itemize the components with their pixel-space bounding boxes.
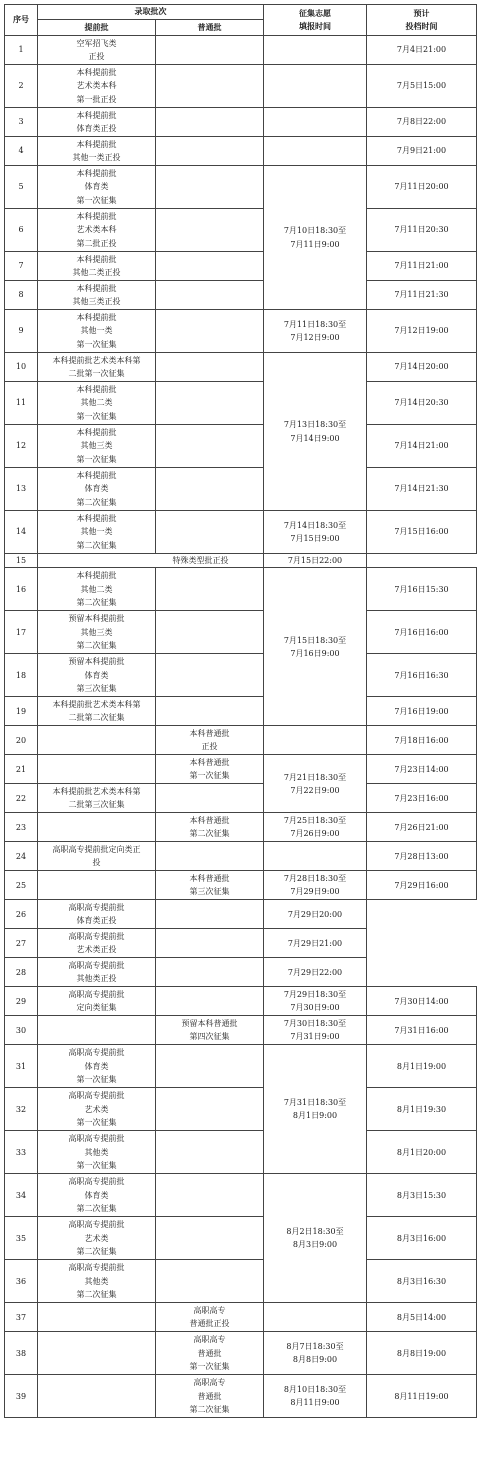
header-batch: 录取批次 [38,5,264,20]
row-early-batch: 高职高专提前批 体育类 第一次征集 [38,1045,156,1088]
row-seq: 20 [5,726,38,755]
row-est-time: 7月28日13:00 [367,842,477,871]
row-normal-batch [156,654,264,697]
row-normal-batch [156,137,264,166]
row-fill-window: 7月31日18:30至 8月1日9:00 [264,1045,367,1174]
row-seq: 1 [5,36,38,65]
row-early-batch [38,1375,156,1418]
row-fill-window: 7月10日18:30至 7月11日9:00 [264,166,367,310]
row-fill-window: 8月10日18:30至 8月11日9:00 [264,1375,367,1418]
row-est-time: 7月11日20:30 [367,209,477,252]
row-early-batch: 高职高专提前批 其他类正投 [38,958,156,987]
row-early-batch [38,1332,156,1375]
row-est-time: 7月29日22:00 [264,958,367,987]
row-normal-batch [156,958,264,987]
row-early-batch: 本科提前批 其他二类 第一次征集 [38,382,156,425]
row-est-time: 8月11日19:00 [367,1375,477,1418]
row-est-time: 7月11日21:00 [367,252,477,281]
row-early-batch: 本科提前批艺术类本科第 二批第三次征集 [38,784,156,813]
row-est-time: 7月14日20:30 [367,382,477,425]
table-row [5,252,477,281]
row-seq: 19 [5,697,38,726]
row-normal-batch [156,353,264,382]
row-est-time: 8月3日15:30 [367,1174,477,1217]
table-row [5,1088,477,1131]
header-fill-time: 征集志愿 填报时间 [264,5,367,36]
row-normal-batch: 高职高专 普通批 第一次征集 [156,1332,264,1375]
row-early-batch: 预留本科提前批 体育类 第三次征集 [38,654,156,697]
row-est-time: 7月16日19:00 [367,697,477,726]
table-row [5,1303,477,1332]
row-normal-batch [156,929,264,958]
row-est-time: 7月14日21:30 [367,468,477,511]
row-early-batch: 本科提前批 其他一类正投 [38,137,156,166]
row-seq: 23 [5,813,38,842]
row-est-time: 8月3日16:30 [367,1260,477,1303]
row-fill-window: 7月11日18:30至 7月12日9:00 [264,310,367,353]
row-fill-empty [264,65,367,108]
row-normal-batch [156,65,264,108]
row-early-batch: 高职高专提前批 体育类 第二次征集 [38,1174,156,1217]
row-est-time: 7月23日16:00 [367,784,477,813]
table-row [5,958,477,987]
row-early-batch: 高职高专提前批 体育类正投 [38,900,156,929]
row-fill-window: 8月7日18:30至 8月8日9:00 [264,1332,367,1375]
row-early-batch: 高职高专提前批 艺术类 第二次征集 [38,1217,156,1260]
row-early-batch [38,813,156,842]
row-seq: 25 [5,871,38,900]
table-row [5,511,477,554]
row-est-time: 7月29日20:00 [264,900,367,929]
row-seq: 9 [5,310,38,353]
row-early-batch: 本科提前批 其他三类 第一次征集 [38,425,156,468]
row-seq: 31 [5,1045,38,1088]
row-normal-batch [156,1088,264,1131]
row-seq: 18 [5,654,38,697]
table-row [5,568,477,611]
table-row [5,468,477,511]
row-early-batch: 空军招飞类 正投 [38,36,156,65]
table-row [5,281,477,310]
row-seq: 14 [5,511,38,554]
row-normal-batch [156,1174,264,1217]
row-seq: 29 [5,987,38,1016]
row-seq: 37 [5,1303,38,1332]
row-est-time: 8月3日16:00 [367,1217,477,1260]
row-normal-batch [156,1045,264,1088]
row-fill-window: 7月30日18:30至 7月31日9:00 [264,1016,367,1045]
row-early-batch: 本科提前批 其他二类 第二次征集 [38,568,156,611]
row-early-batch: 本科提前批 体育类 第一次征集 [38,166,156,209]
row-est-time: 7月31日16:00 [367,1016,477,1045]
row-normal-batch [156,252,264,281]
row-seq: 4 [5,137,38,166]
row-fill-window: 7月15日18:30至 7月16日9:00 [264,568,367,726]
row-fill-empty [264,137,367,166]
row-seq: 6 [5,209,38,252]
row-est-time: 7月12日19:00 [367,310,477,353]
row-normal-batch [156,425,264,468]
row-seq: 17 [5,611,38,654]
row-seq: 26 [5,900,38,929]
row-est-time: 7月14日21:00 [367,425,477,468]
row-normal-batch [156,281,264,310]
row-est-time: 7月16日16:30 [367,654,477,697]
table-row [5,929,477,958]
row-normal-batch [156,382,264,425]
row-seq: 10 [5,353,38,382]
table-row [5,108,477,137]
table-row [5,900,477,929]
row-early-batch: 本科提前批 其他三类正投 [38,281,156,310]
row-normal-batch: 本科普通批 第一次征集 [156,755,264,784]
row-normal-batch [156,36,264,65]
row-seq: 34 [5,1174,38,1217]
header-est-time: 预计 投档时间 [367,5,477,36]
row-normal-batch: 高职高专 普通批 第二次征集 [156,1375,264,1418]
row-early-batch: 高职高专提前批定向类正 投 [38,842,156,871]
row-seq: 15 [5,554,38,568]
row-early-batch: 本科提前批艺术类本科第 二批第二次征集 [38,697,156,726]
row-seq: 36 [5,1260,38,1303]
table-row [5,1375,477,1418]
row-normal-batch [156,784,264,813]
row-seq: 30 [5,1016,38,1045]
row-fill-empty [264,36,367,65]
table-row [5,1016,477,1045]
table-row [5,654,477,697]
row-est-time: 7月5日15:00 [367,65,477,108]
row-fill-window: 8月2日18:30至 8月3日9:00 [264,1174,367,1303]
row-est-time: 7月29日21:00 [264,929,367,958]
row-normal-batch [156,108,264,137]
row-normal-batch: 本科普通批 第二次征集 [156,813,264,842]
admission-schedule-table [4,4,477,1418]
row-est-time: 7月11日20:00 [367,166,477,209]
row-batch: 特殊类型批正投 [38,554,264,568]
row-normal-batch: 高职高专 普通批正投 [156,1303,264,1332]
row-normal-batch: 本科普通批 正投 [156,726,264,755]
row-normal-batch [156,697,264,726]
table-row [5,1217,477,1260]
row-est-time: 7月15日22:00 [264,554,367,568]
table-row [5,726,477,755]
row-est-time: 7月18日16:00 [367,726,477,755]
row-early-batch: 本科提前批 体育类正投 [38,108,156,137]
row-seq: 3 [5,108,38,137]
row-fill-window: 7月29日18:30至 7月30日9:00 [264,987,367,1016]
row-early-batch [38,726,156,755]
row-est-time: 8月1日20:00 [367,1131,477,1174]
row-seq: 38 [5,1332,38,1375]
row-est-time: 7月11日21:30 [367,281,477,310]
row-fill-empty [264,1303,367,1332]
table-row [5,137,477,166]
row-seq: 32 [5,1088,38,1131]
row-early-batch: 本科提前批艺术类本科第 二批第一次征集 [38,353,156,382]
row-fill-empty [264,108,367,137]
table-row [5,554,477,568]
row-seq: 27 [5,929,38,958]
row-est-time: 7月16日16:00 [367,611,477,654]
row-normal-batch: 预留本科普通批 第四次征集 [156,1016,264,1045]
header-seq: 序号 [5,5,38,36]
row-fill-window: 7月13日18:30至 7月14日9:00 [264,353,367,511]
row-early-batch: 高职高专提前批 艺术类 第一次征集 [38,1088,156,1131]
row-est-time: 7月14日20:00 [367,353,477,382]
row-seq: 2 [5,65,38,108]
row-seq: 5 [5,166,38,209]
row-early-batch: 高职高专提前批 其他类 第二次征集 [38,1260,156,1303]
table-row [5,784,477,813]
row-normal-batch: 本科普通批 第三次征集 [156,871,264,900]
row-normal-batch [156,468,264,511]
row-early-batch: 预留本科提前批 其他三类 第二次征集 [38,611,156,654]
row-early-batch: 本科提前批 艺术类本科 第一批正投 [38,65,156,108]
row-est-time: 8月1日19:00 [367,1045,477,1088]
row-normal-batch [156,611,264,654]
table-row [5,353,477,382]
row-est-time: 7月9日21:00 [367,137,477,166]
row-normal-batch [156,1217,264,1260]
row-normal-batch [156,511,264,554]
row-normal-batch [156,166,264,209]
header-normal: 普通批 [156,20,264,36]
row-early-batch: 高职高专提前批 定向类征集 [38,987,156,1016]
table-row [5,1260,477,1303]
row-seq: 22 [5,784,38,813]
row-normal-batch [156,1260,264,1303]
row-seq: 8 [5,281,38,310]
row-seq: 24 [5,842,38,871]
row-early-batch: 高职高专提前批 艺术类正投 [38,929,156,958]
row-seq: 39 [5,1375,38,1418]
row-early-batch: 本科提前批 体育类 第二次征集 [38,468,156,511]
row-seq: 33 [5,1131,38,1174]
row-early-batch [38,871,156,900]
row-early-batch: 本科提前批 艺术类本科 第二批正投 [38,209,156,252]
table-row [5,166,477,209]
row-est-time: 7月23日14:00 [367,755,477,784]
row-early-batch [38,1303,156,1332]
table-row [5,755,477,784]
table-row [5,65,477,108]
row-seq: 16 [5,568,38,611]
table-row [5,813,477,842]
row-early-batch [38,1016,156,1045]
table-row [5,697,477,726]
table-row [5,382,477,425]
row-seq: 11 [5,382,38,425]
row-est-time: 7月4日21:00 [367,36,477,65]
row-normal-batch [156,842,264,871]
table-row [5,871,477,900]
row-fill-empty [264,726,367,755]
table-row [5,987,477,1016]
row-early-batch [38,755,156,784]
row-fill-window: 7月21日18:30至 7月22日9:00 [264,755,367,813]
table-row [5,310,477,353]
header-early: 提前批 [38,20,156,36]
row-est-time: 8月8日19:00 [367,1332,477,1375]
row-early-batch: 本科提前批 其他二类正投 [38,252,156,281]
row-est-time: 7月16日15:30 [367,568,477,611]
row-est-time: 7月8日22:00 [367,108,477,137]
row-seq: 13 [5,468,38,511]
row-est-time: 8月1日19:30 [367,1088,477,1131]
row-fill-empty [264,842,367,871]
table-row [5,842,477,871]
row-normal-batch [156,1131,264,1174]
row-est-time: 7月26日21:00 [367,813,477,842]
table-row [5,611,477,654]
table-row [5,1174,477,1217]
row-seq: 21 [5,755,38,784]
row-est-time: 7月30日14:00 [367,987,477,1016]
row-fill-window: 7月14日18:30至 7月15日9:00 [264,511,367,554]
row-seq: 35 [5,1217,38,1260]
table-row [5,1131,477,1174]
row-normal-batch [156,568,264,611]
table-row [5,1045,477,1088]
row-est-time: 8月5日14:00 [367,1303,477,1332]
row-seq: 28 [5,958,38,987]
table-row [5,209,477,252]
row-fill-window: 7月28日18:30至 7月29日9:00 [264,871,367,900]
table-row [5,1332,477,1375]
row-early-batch: 本科提前批 其他一类 第二次征集 [38,511,156,554]
table-row [5,425,477,468]
row-seq: 7 [5,252,38,281]
row-normal-batch [156,987,264,1016]
row-seq: 12 [5,425,38,468]
table-row [5,36,477,65]
row-normal-batch [156,900,264,929]
row-est-time: 7月29日16:00 [367,871,477,900]
row-early-batch: 本科提前批 其他一类 第一次征集 [38,310,156,353]
row-fill-window: 7月25日18:30至 7月26日9:00 [264,813,367,842]
row-early-batch: 高职高专提前批 其他类 第一次征集 [38,1131,156,1174]
row-est-time: 7月15日16:00 [367,511,477,554]
row-normal-batch [156,209,264,252]
row-normal-batch [156,310,264,353]
